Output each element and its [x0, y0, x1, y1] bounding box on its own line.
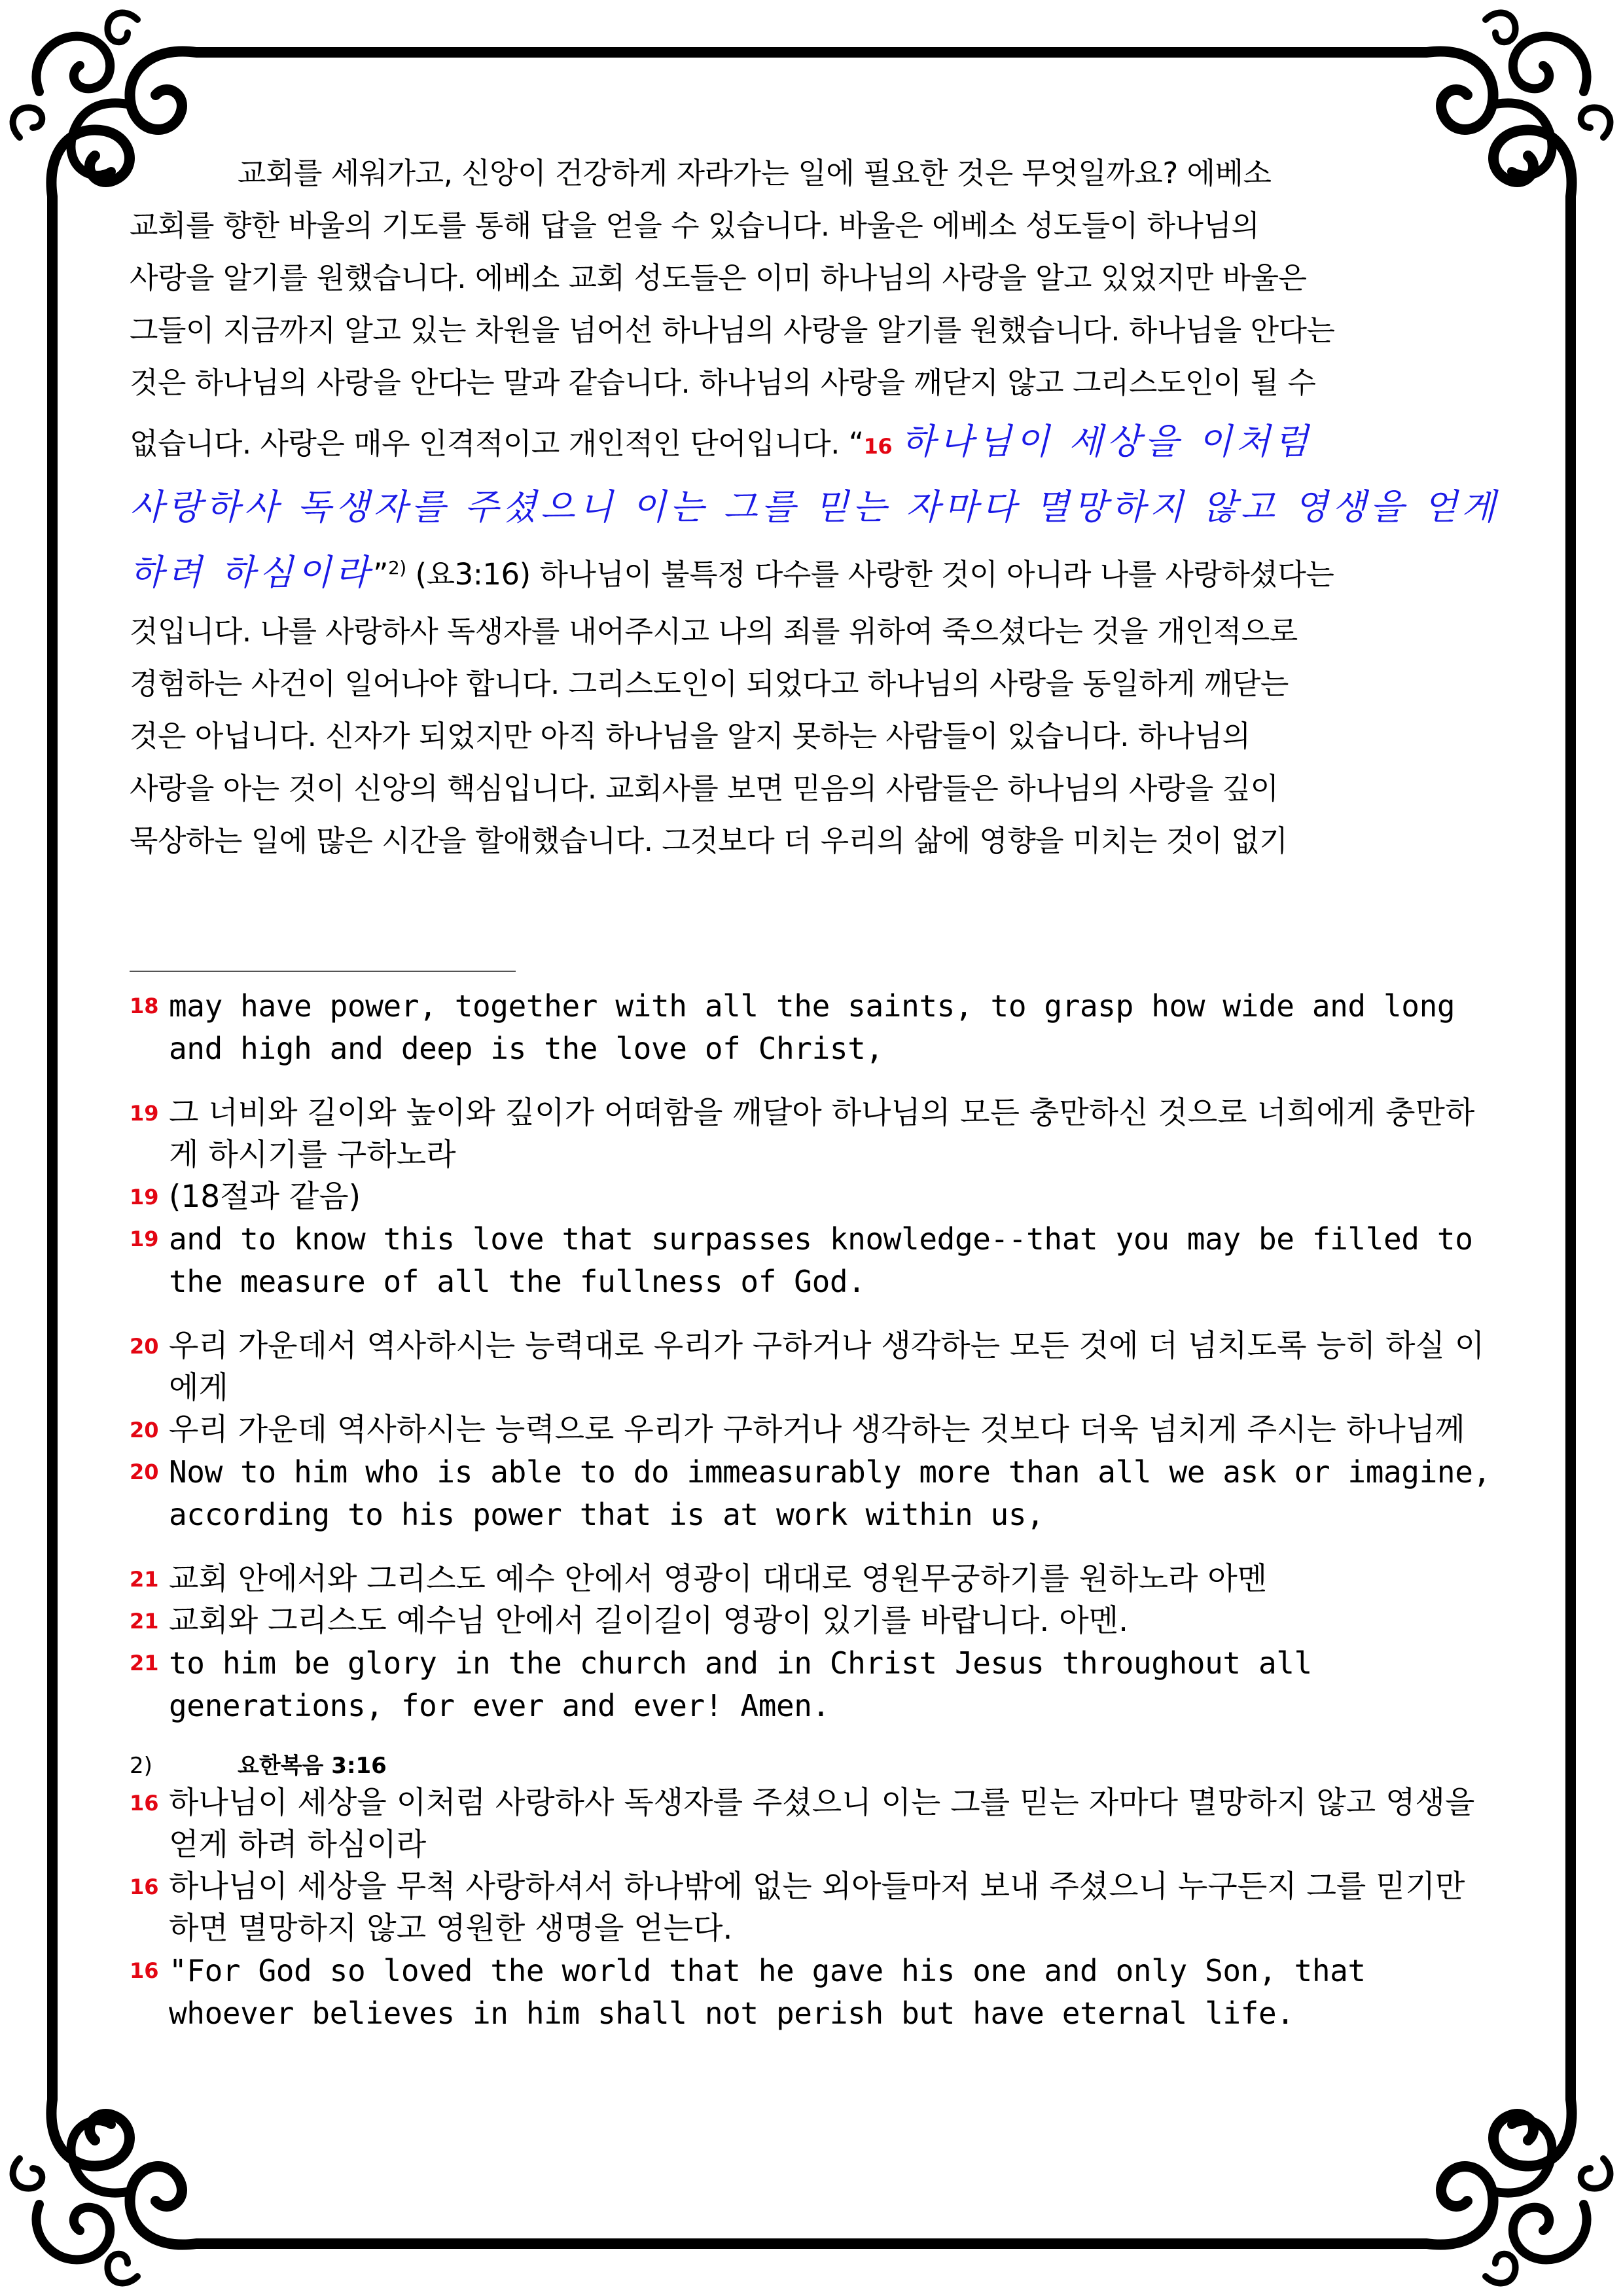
quote-close: ” — [373, 557, 388, 592]
footnote-mark: 2) — [387, 557, 406, 579]
verse-text-ko: 그 너비와 길이와 높이와 깊이가 어떠함을 깨달아 하나님의 모든 충만하신 것으로 너희에게 충만하게 하시기를 구하노라 — [169, 1095, 1475, 1173]
verse-line — [130, 1558, 1491, 1600]
verse-number: 21 — [130, 1651, 159, 1676]
verse-number: 16 — [130, 1958, 159, 1983]
verse-text-en: "For God so loved the world that he gave his one and only Son, that whoever believes in him shall not perish but have eternal life. — [169, 1953, 1366, 2031]
body-line: 것은 하나님의 사랑을 안다는 말과 같습니다. 하나님의 사랑을 깨닫지 않고 그리스도인이 될 수 — [130, 365, 1316, 400]
verse-number: 21 — [130, 1567, 159, 1592]
verse-line — [130, 985, 1491, 1070]
body-line: 묵상하는 일에 많은 시간을 할애했습니다. 그것보다 더 우리의 삶에 영향을 미치는 것이 없기 — [130, 823, 1288, 858]
footnote-number: 2) — [130, 1753, 152, 1779]
verse-line — [130, 1642, 1491, 1727]
verse-line — [130, 1409, 1491, 1451]
verse-text-ko: 하나님이 세상을 무척 사랑하셔서 하나밖에 없는 외아들마저 보내 주셨으니 누구든지 그를 믿기만 하면 멸망하지 않고 영원한 생명을 얻는다. — [169, 1869, 1465, 1946]
verse-line — [130, 1218, 1491, 1303]
verse-group-18 — [130, 985, 1491, 1070]
verse-number: 19 — [130, 1227, 159, 1251]
body-paragraph — [130, 147, 1499, 867]
verse-text-en: Now to him who is able to do immeasurably more than all we ask or imagine, according to his power that is at work within us, — [169, 1454, 1491, 1532]
body-line — [130, 540, 1491, 605]
corner-scroll-ornament-icon — [1427, 2100, 1610, 2283]
quote-verse-number: 16 — [863, 434, 893, 459]
verse-line — [130, 1950, 1491, 2035]
body-line-text: (요3:16) 하나님이 불특정 다수를 사랑한 것이 아니라 나를 사랑하셨다는 — [406, 557, 1334, 592]
verse-text-ko: 하나님이 세상을 이처럼 사랑하사 독생자를 주셨으니 이는 그를 믿는 자마다 멸망하지 않고 영생을 얻게 하려 하심이라 — [169, 1785, 1475, 1863]
verse-text-ko: 우리 가운데서 역사하시는 능력대로 우리가 구하거나 생각하는 모든 것에 더 넘치도록 능히 하실 이에게 — [169, 1328, 1485, 1406]
verse-number: 16 — [130, 1791, 159, 1816]
verse-line — [130, 1451, 1491, 1536]
verse-number: 19 — [130, 1101, 159, 1126]
verse-line — [130, 1176, 1491, 1218]
verse-notes — [130, 985, 1491, 2057]
body-line: 경험하는 사건이 일어나야 합니다. 그리스도인이 되었다고 하나님의 사랑을 동일하게 깨닫는 — [130, 666, 1289, 701]
footnote-reference: 요한복음 3:16 — [238, 1753, 387, 1779]
handwritten-quote: 하나님이 세상을 이처럼 — [901, 421, 1312, 462]
handwritten-quote: 사랑하사 독생자를 주셨으니 이는 그를 믿는 자마다 멸망하지 않고 영생을 얻게 — [130, 486, 1499, 528]
verse-number: 21 — [130, 1609, 159, 1634]
verse-group-19 — [130, 1092, 1491, 1303]
verse-text-ko: 우리 가운데 역사하시는 능력으로 우리가 구하거나 생각하는 것보다 더욱 넘치게 주시는 하나님께 — [169, 1412, 1465, 1448]
verse-line — [130, 1866, 1491, 1950]
footnote-heading — [130, 1749, 1491, 1782]
verse-line — [130, 1600, 1491, 1642]
verse-line — [130, 1782, 1491, 1866]
verse-number: 18 — [130, 994, 159, 1018]
verse-text-ko: (18절과 같음) — [169, 1179, 361, 1215]
verse-text-en: and to know this love that surpasses knowledge--that you may be filled to the measure of all the fullness of God. — [169, 1221, 1473, 1299]
footnote-divider — [130, 971, 516, 972]
body-line: 것은 아닙니다. 신자가 되었지만 아직 하나님을 알지 못하는 사람들이 있습니다. 하나님의 — [130, 719, 1251, 753]
footnote-2 — [130, 1749, 1491, 2035]
verse-number: 20 — [130, 1418, 159, 1443]
body-line: 교회를 세워가고, 신앙이 건강하게 자라가는 일에 필요한 것은 무엇일까요? 에베소 — [238, 156, 1272, 190]
verse-number: 16 — [130, 1874, 159, 1899]
body-line: 사랑을 아는 것이 신앙의 핵심입니다. 교회사를 보면 믿음의 사람들은 하나님의 사랑을 깊이 — [130, 771, 1279, 806]
verse-number: 20 — [130, 1334, 159, 1359]
verse-group-21 — [130, 1558, 1491, 1727]
verse-text-ko: 교회 안에서와 그리스도 예수 안에서 영광이 대대로 영원무궁하기를 원하노라 아멘 — [169, 1561, 1268, 1597]
verse-text-ko: 교회와 그리스도 예수님 안에서 길이길이 영광이 있기를 바랍니다. 아멘. — [169, 1603, 1129, 1639]
verse-line — [130, 1325, 1491, 1409]
body-line: 것입니다. 나를 사랑하사 독생자를 내어주시고 나의 죄를 위하여 죽으셨다는 것을 개인적으로 — [130, 614, 1298, 649]
body-line — [130, 475, 1499, 540]
body-line: 그들이 지금까지 알고 있는 차원을 넘어선 하나님의 사랑을 알기를 원했습니다. 하나님을 안다는 — [130, 313, 1335, 348]
handwritten-quote: 하려 하심이라 — [130, 552, 374, 593]
verse-number: 19 — [130, 1185, 159, 1210]
corner-scroll-ornament-icon — [13, 2100, 196, 2283]
body-line: 사랑을 알기를 원했습니다. 에베소 교회 성도들은 이미 하나님의 사랑을 알고 있었지만 바울은 — [130, 260, 1307, 295]
body-line — [130, 409, 1491, 475]
verse-line — [130, 1092, 1491, 1176]
verse-group-20 — [130, 1325, 1491, 1536]
body-line: 교회를 향한 바울의 기도를 통해 답을 얻을 수 있습니다. 바울은 에베소 성도들이 하나님의 — [130, 208, 1260, 243]
verse-text-en: to him be glory in the church and in Christ Jesus throughout all generations, for ever and ever! Amen. — [169, 1645, 1312, 1723]
verse-text-en: may have power, together with all the saints, to grasp how wide and long and high and deep is the love of Christ, — [169, 988, 1455, 1066]
verse-number: 20 — [130, 1460, 159, 1484]
body-line-text: 없습니다. 사랑은 매우 인격적이고 개인적인 단어입니다. “ — [130, 426, 864, 461]
